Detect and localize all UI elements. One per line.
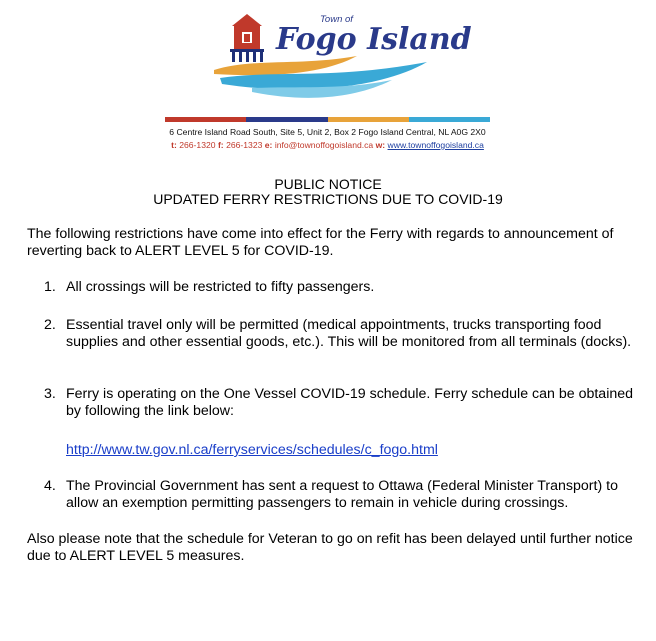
fax-value: 266-1323 [226, 140, 263, 150]
list-item-number: 2. [44, 317, 56, 333]
website-link[interactable]: www.townoffogoisland.ca [387, 140, 484, 150]
logo-small-text: Town of [320, 14, 353, 25]
address-line: 6 Centre Island Road South, Site 5, Unit 2, Box 2 Fogo Island Central, NL A0G 2X0 [169, 127, 486, 137]
list-item-text: The Provincial Government has sent a request to Ottawa (Federal Minister Transport) to allow an exemption permitting passengers to remain in vehicle during crossings. [66, 478, 618, 511]
header-color-bar [165, 117, 490, 122]
logo-title: Fogo Island [276, 22, 472, 57]
closing-paragraph: Also please note that the schedule for Veteran to go on refit has been delayed until further notice due to ALERT LEVEL 5 measures. [27, 531, 633, 564]
phone-value: 266-1320 [179, 140, 216, 150]
color-bar-red [165, 117, 246, 122]
notice-subtitle: UPDATED FERRY RESTRICTIONS DUE TO COVID-19 [153, 191, 503, 207]
color-bar-lightblue [409, 117, 490, 122]
list-item-text: Essential travel only will be permitted (medical appointments, trucks transporting food supplies and other essential goods, etc.). This will be monitored from all terminals (docks). [66, 317, 632, 350]
list-item-text: All crossings will be restricted to fifty passengers. [66, 279, 375, 295]
contact-line [165, 140, 490, 150]
list-item-number: 3. [44, 386, 56, 402]
notice-title: PUBLIC NOTICE [274, 176, 382, 192]
town-logo [212, 8, 472, 103]
fax-label: f: [217, 140, 224, 150]
phone-label: t: [171, 140, 177, 150]
intro-paragraph: The following restrictions have come into effect for the Ferry with regards to announcement of reverting back to ALERT LEVEL 5 for COVID-19. [27, 226, 614, 259]
list-item-text: Ferry is operating on the One Vessel COVID-19 schedule. Ferry schedule can be obtained by following the link below: [66, 386, 634, 419]
email-label: e: [264, 140, 273, 150]
ferry-schedule-link[interactable]: http://www.tw.gov.nl.ca/ferryservices/schedules/c_fogo.html [66, 442, 438, 458]
email-link[interactable]: info@townoffogoisland.ca [274, 140, 374, 150]
website-label: w: [375, 140, 386, 150]
color-bar-navy [246, 117, 327, 122]
color-bar-orange [328, 117, 409, 122]
list-item-number: 4. [44, 478, 56, 494]
list-item-number: 1. [44, 279, 56, 295]
